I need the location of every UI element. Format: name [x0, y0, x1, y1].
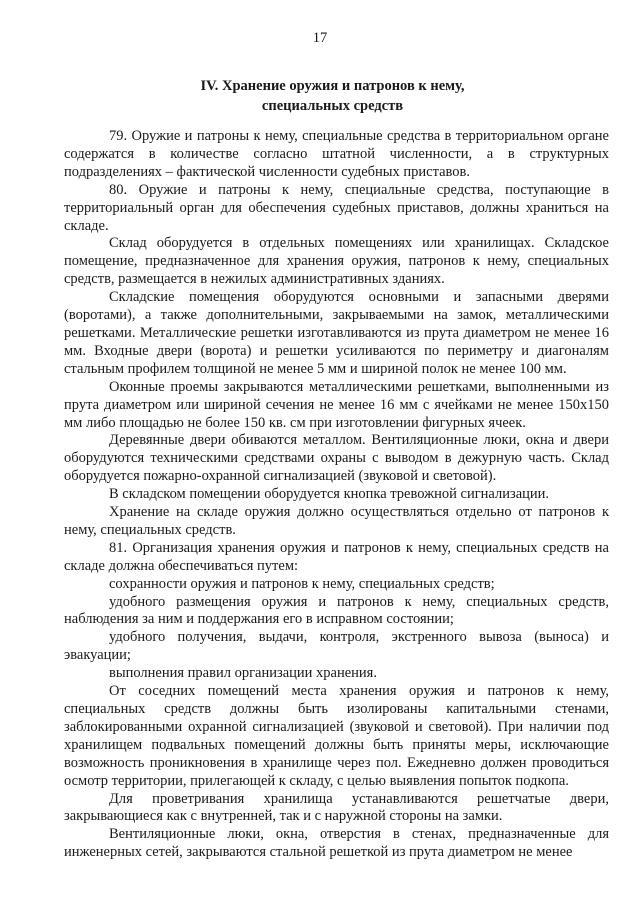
paragraph: 81. Организация хранения оружия и патронов к нему, специальных средств на складе должна обеспечиваться путем:	[64, 539, 609, 574]
paragraph: 79. Оружие и патроны к нему, специальные средства в территориальном органе содержатся в количестве согласно штатной численности, а в структурных подразделениях – фактической численности судебных приставов.	[64, 128, 609, 180]
paragraph: Складские помещения оборудуются основными и запасными дверями (воротами), а также дополнительными, закрываемыми на замок, металлическими решетками. Металлические решетки изготавливаются из прута диаметром не менее 16 мм. Входные двери (ворота) и решетки усиливаются по периметру и диагоналям стальным профилем толщиной не менее 5 мм и шириной полок не менее 100 мм.	[64, 289, 609, 377]
paragraph: Оконные проемы закрываются металлическими решетками, выполненными из прута диаметром или шириной сечения не менее 16 мм с ячейками не менее 150х150 мм либо площадью не более 150 кв. см при изготовлении фигурных ячеек.	[64, 378, 609, 431]
paragraph: Вентиляционные люки, окна, отверстия в стенах, предназначенные для инженерных сетей, закрываются стальной решеткой из прута диаметром не менее	[64, 826, 609, 861]
section-heading-line-2: специальных средств	[261, 98, 404, 114]
paragraph: 80. Оружие и патроны к нему, специальные средства, поступающие в территориальный орган для обеспечения судебных приставов, должны храниться на складе.	[64, 181, 609, 234]
list-item: удобного получения, выдачи, контроля, экстренного вывоза (выноса) и эвакуации;	[64, 629, 609, 664]
paragraph: От соседних помещений места хранения оружия и патронов к нему, специальных средств должны быть изолированы капитальными стенами, заблокированными охранной сигнализацией (звуковой и световой). При наличии под хранилищем подвальных помещений должны быть приняты меры, исключающие возможность проникновения в хранилище через пол. Ежедневно должен проводиться осмотр территории, прилегающей к складу, с целью выявления попыток подкопа.	[64, 683, 609, 789]
paragraph: Деревянные двери обиваются металлом. Вентиляционные люки, окна и двери оборудуются техническими средствами охраны с выводом в дежурную часть. Склад оборудуется пожарно-охранной сигнализацией (звуковой и световой).	[64, 432, 609, 485]
paragraph: В складском помещении оборудуется кнопка тревожной сигнализации.	[109, 486, 550, 503]
list-item: удобного размещения оружия и патронов к нему, специальных средств, наблюдения за ним и поддержания его в исправном состоянии;	[64, 593, 609, 628]
body-text	[64, 128, 609, 862]
section-heading-line-1: IV. Хранение оружия и патронов к нему,	[200, 78, 465, 94]
paragraph: Для проветривания хранилища устанавливаются решетчатые двери, закрывающиеся как с внутренней, так и с наружной стороны на замки.	[64, 790, 609, 825]
paragraph: Хранение на складе оружия должно осуществляться отдельно от патронов к нему, специальных средств.	[64, 504, 609, 538]
page-number: 17	[312, 30, 328, 46]
list-item: выполнения правил организации хранения.	[109, 665, 377, 682]
section-heading	[60, 76, 605, 116]
list-item: сохранности оружия и патронов к нему, специальных средств;	[109, 575, 495, 592]
paragraph: Склад оборудуется в отдельных помещениях или хранилищах. Складское помещение, предназначенное для хранения оружия, патронов к нему, специальных средств, размещается в нежилых административных зданиях.	[64, 235, 609, 288]
